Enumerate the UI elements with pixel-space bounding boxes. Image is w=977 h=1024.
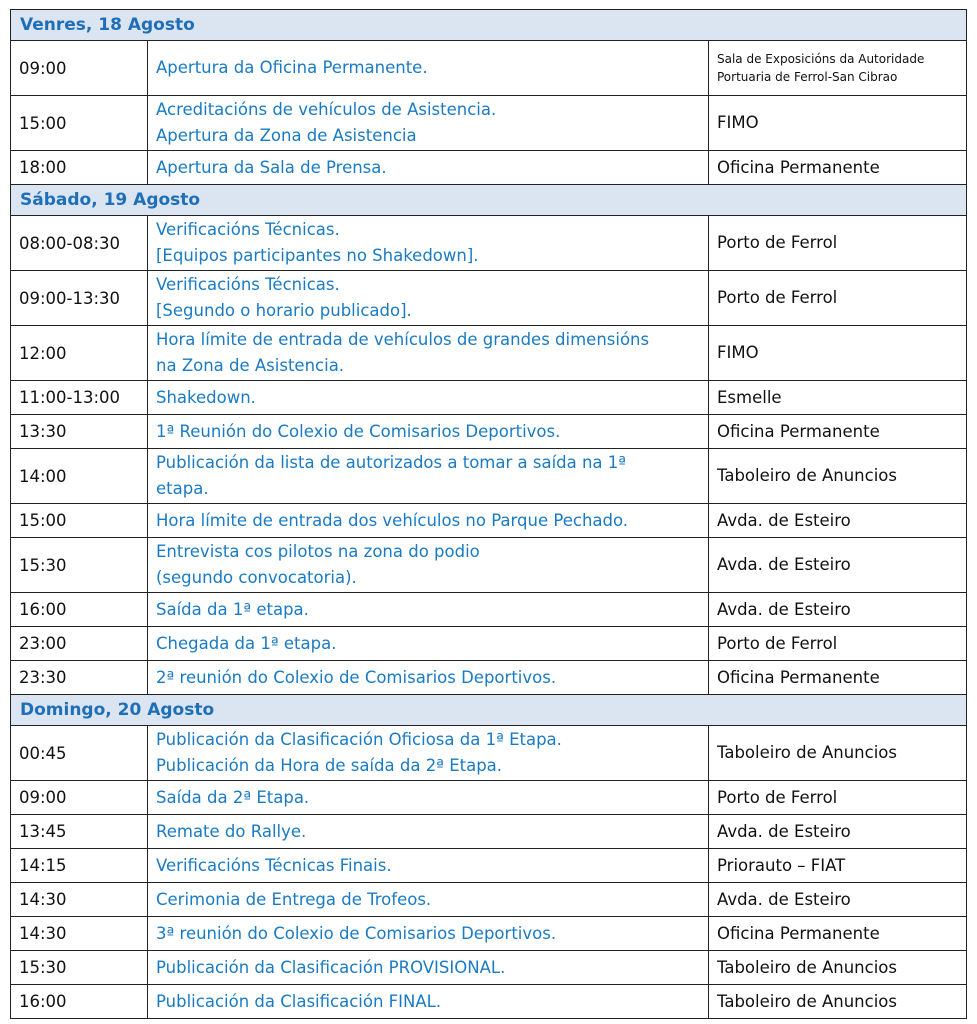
schedule-time: 14:30 [11,883,148,917]
schedule-row [11,661,967,695]
schedule-event [148,449,709,504]
schedule-row [11,326,967,381]
place-line: Avda. de Esteiro [717,889,851,909]
event-line: Shakedown. [156,387,256,407]
schedule-time: 18:00 [11,151,148,185]
event-line: Entrevista cos pilotos na zona do podio [156,542,480,561]
schedule-place [709,449,967,504]
schedule-row [11,216,967,271]
place-line: FIMO [717,113,759,132]
event-line: Saída da 1ª etapa. [156,599,309,619]
event-line: 1ª Reunión do Colexio de Comisarios Deportivos. [156,421,561,441]
schedule-row [11,449,967,504]
schedule-event [148,504,709,538]
event-line: Apertura da Oficina Permanente. [156,58,428,77]
place-line: Porto de Ferrol [717,288,838,307]
schedule-place [709,216,967,271]
schedule-time: 15:00 [11,96,148,151]
schedule-row [11,381,967,415]
schedule-time: 13:30 [11,415,148,449]
schedule-row [11,415,967,449]
schedule-event [148,883,709,917]
schedule-place [709,415,967,449]
schedule-place [709,883,967,917]
place-line: FIMO [717,343,759,362]
event-line: Verificacións Técnicas Finais. [156,855,392,875]
schedule-row [11,627,967,661]
place-line: Oficina Permanente [717,157,880,177]
schedule-event [148,96,709,151]
schedule-place [709,815,967,849]
schedule-time: 12:00 [11,326,148,381]
schedule-time: 09:00 [11,41,148,96]
schedule-time: 23:30 [11,661,148,695]
event-line: Hora límite de entrada dos vehículos no Parque Pechado. [156,510,629,530]
schedule-event [148,815,709,849]
event-line: etapa. [156,479,209,498]
schedule-row [11,271,967,326]
schedule-event [148,326,709,381]
schedule-time: 09:00-13:30 [11,271,148,326]
schedule-row [11,726,967,781]
place-line: Porto de Ferrol [717,787,838,807]
event-line: Remate do Rallye. [156,821,307,841]
schedule-place [709,627,967,661]
schedule-table [10,9,967,1019]
event-line: Publicación da Hora de saída da 2ª Etapa. [156,756,503,775]
schedule-row [11,951,967,985]
event-line: Publicación da lista de autorizados a tomar a saída na 1ª [156,453,627,472]
event-line: 3ª reunión do Colexio de Comisarios Deportivos. [156,923,557,943]
schedule-time: 15:00 [11,504,148,538]
place-line: Avda. de Esteiro [717,555,851,574]
schedule-row [11,41,967,96]
schedule-place [709,41,967,96]
day-header-row [11,10,967,41]
schedule-time: 11:00-13:00 [11,381,148,415]
schedule-event [148,41,709,96]
schedule-row [11,883,967,917]
schedule-row [11,538,967,593]
place-line: Oficina Permanente [717,667,880,687]
event-line: Publicación da Clasificación PROVISIONAL. [156,957,506,977]
schedule-place [709,726,967,781]
schedule-time: 14:00 [11,449,148,504]
schedule-place [709,661,967,695]
schedule-time: 23:00 [11,627,148,661]
schedule-row [11,593,967,627]
schedule-place [709,917,967,951]
schedule-time: 13:45 [11,815,148,849]
place-line: Oficina Permanente [717,923,880,943]
schedule-place [709,951,967,985]
event-line: Publicación da Clasificación FINAL. [156,991,442,1011]
event-line: na Zona de Asistencia. [156,356,345,375]
place-line: Oficina Permanente [717,421,880,441]
place-line: Avda. de Esteiro [717,510,851,530]
place-line: Porto de Ferrol [717,633,838,653]
schedule-event [148,593,709,627]
event-line: Hora límite de entrada de vehículos de grandes dimensións [156,330,650,349]
event-line: Verificacións Técnicas. [156,220,340,239]
schedule-row [11,96,967,151]
schedule-event [148,538,709,593]
schedule-event [148,216,709,271]
day-header: Domingo, 20 Agosto [11,695,967,726]
event-line: (segundo convocatoria). [156,568,357,587]
schedule-place [709,593,967,627]
schedule-time: 15:30 [11,951,148,985]
schedule-event [148,381,709,415]
schedule-place [709,504,967,538]
schedule-row [11,504,967,538]
day-header-row [11,185,967,216]
place-line: Avda. de Esteiro [717,599,851,619]
schedule-event [148,627,709,661]
schedule-place [709,96,967,151]
schedule-row [11,985,967,1019]
place-line: Priorauto – FIAT [717,855,846,875]
schedule-event [148,726,709,781]
schedule-place [709,781,967,815]
schedule-row [11,917,967,951]
schedule-place [709,151,967,185]
schedule-event [148,661,709,695]
event-line: 2ª reunión do Colexio de Comisarios Deportivos. [156,667,557,687]
place-line: Porto de Ferrol [717,233,838,252]
event-line: Cerimonia de Entrega de Trofeos. [156,889,432,909]
schedule-time: 16:00 [11,985,148,1019]
schedule-row [11,849,967,883]
day-header: Venres, 18 Agosto [11,10,967,41]
event-line: Publicación da Clasificación Oficiosa da 1ª Etapa. [156,730,562,749]
place-line: Taboleiro de Anuncios [717,991,897,1011]
event-line: Saída da 2ª Etapa. [156,787,310,807]
schedule-time: 14:15 [11,849,148,883]
place-line: Taboleiro de Anuncios [717,466,897,485]
day-header: Sábado, 19 Agosto [11,185,967,216]
schedule-time: 09:00 [11,781,148,815]
event-line: Verificacións Técnicas. [156,275,340,294]
event-line: Acreditacións de vehículos de Asistencia. [156,100,497,119]
schedule-place [709,538,967,593]
schedule-event [148,271,709,326]
place-line: Taboleiro de Anuncios [717,743,897,762]
schedule-event [148,917,709,951]
schedule-event [148,951,709,985]
schedule-place [709,326,967,381]
schedule-row [11,151,967,185]
schedule-place [709,985,967,1019]
event-line: Apertura da Sala de Prensa. [156,157,387,177]
schedule-time: 08:00-08:30 [11,216,148,271]
schedule-place [709,271,967,326]
place-line: Avda. de Esteiro [717,821,851,841]
day-header-row [11,695,967,726]
place-line: Taboleiro de Anuncios [717,957,897,977]
schedule-event [148,151,709,185]
schedule-event [148,781,709,815]
schedule-time: 00:45 [11,726,148,781]
schedule-place [709,849,967,883]
schedule-time: 15:30 [11,538,148,593]
event-line: [Segundo o horario publicado]. [156,301,412,320]
schedule-place [709,381,967,415]
event-line: Chegada da 1ª etapa. [156,633,337,653]
place-line: Sala de Exposicións da Autoridade [717,52,925,66]
schedule-time: 14:30 [11,917,148,951]
place-line: Portuaria de Ferrol-San Cibrao [717,70,898,84]
schedule-row [11,781,967,815]
schedule-event [148,985,709,1019]
place-line: Esmelle [717,387,782,407]
event-line: Apertura da Zona de Asistencia [156,126,417,145]
schedule-time: 16:00 [11,593,148,627]
schedule-row [11,815,967,849]
schedule-event [148,415,709,449]
schedule-event [148,849,709,883]
event-line: [Equipos participantes no Shakedown]. [156,246,479,265]
